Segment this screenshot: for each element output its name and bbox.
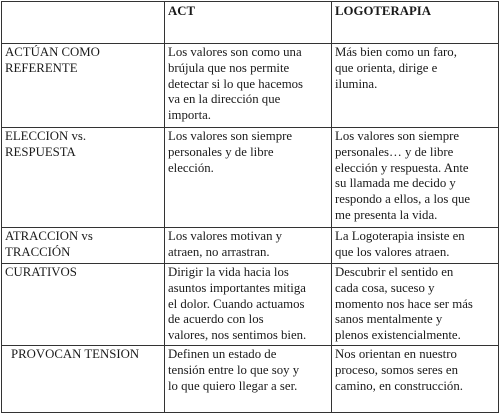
logoterapia-cell: [332, 264, 499, 346]
header-act: ACT: [165, 2, 332, 44]
logo-text-line: sanos mentalmente y: [335, 312, 443, 327]
table-row: [2, 346, 499, 413]
logo-text-line: Nos orientan en nuestro: [335, 347, 457, 361]
comparison-table: [1, 1, 499, 413]
logo-text-line: su llamada me decido y: [335, 176, 456, 191]
row-label-cell: [2, 128, 165, 228]
header-empty-cell: [2, 2, 165, 44]
row-label-line: RESPUESTA: [5, 144, 76, 159]
logo-text-line: camino, en construcción.: [335, 378, 463, 393]
row-label-line: ACTÚAN COMO: [5, 45, 100, 59]
act-text-line: detectar si lo que hacemos: [168, 76, 304, 91]
act-text-line: Los valores motivan y: [168, 229, 283, 243]
logoterapia-cell: [332, 228, 499, 264]
logo-text-line: personales… y de libre: [335, 144, 454, 159]
logo-text-line: plenos existencialmente.: [335, 328, 461, 343]
logo-text-line: ilumina.: [335, 76, 378, 91]
act-cell: [165, 346, 332, 413]
logo-text-line: La Logoterapia insiste en: [335, 229, 465, 243]
header-logoterapia: LOGOTERAPIA: [332, 2, 499, 44]
act-cell: [165, 264, 332, 346]
logo-text-line: Más bien como un faro,: [335, 45, 457, 59]
logo-text-line: me presenta la vida.: [335, 207, 438, 222]
row-label-line: CURATIVOS: [5, 265, 77, 279]
logo-text-line: cada cosa, suceso y: [335, 280, 435, 295]
table-row: [2, 228, 499, 264]
header-row: [2, 2, 499, 44]
row-label-line: REFERENTE: [5, 60, 78, 75]
row-label-cell: [2, 228, 165, 264]
table-row: [2, 264, 499, 346]
act-cell: [165, 128, 332, 228]
logo-text-line: respondo a ellos, a los que: [335, 192, 471, 207]
act-text-line: Definen un estado de: [168, 347, 277, 361]
logoterapia-cell: [332, 128, 499, 228]
logo-text-line: que los valores atraen.: [335, 244, 450, 259]
table-row: [2, 128, 499, 228]
act-text-line: personales y de libre: [168, 144, 274, 159]
act-text-line: asuntos importantes mitiga: [168, 280, 306, 295]
logo-text-line: momento nos hace ser más: [335, 296, 473, 311]
row-label-line: PROVOCAN TENSION: [11, 347, 140, 361]
logo-text-line: elección y respuesta. Ante: [335, 160, 469, 175]
row-label-line: TRACCIÓN: [5, 244, 71, 259]
act-text-line: Los valores son siempre: [168, 129, 293, 143]
row-label-cell: [2, 264, 165, 346]
row-label-cell: [2, 44, 165, 128]
act-text-line: elección.: [168, 160, 214, 175]
logo-text-line: que orienta, dirige e: [335, 60, 438, 75]
row-label-line: ATRACCION vs: [5, 229, 93, 243]
logo-text-line: Los valores son siempre: [335, 129, 460, 143]
act-cell: [165, 44, 332, 128]
act-text-line: Dirigir la vida hacia los: [168, 265, 289, 279]
act-cell: [165, 228, 332, 264]
table-row: [2, 44, 499, 128]
logo-text-line: proceso, somos seres en: [335, 362, 458, 377]
row-label-cell: [2, 346, 165, 413]
act-text-line: atraen, no arrastran.: [168, 244, 270, 259]
logoterapia-cell: [332, 44, 499, 128]
act-text-line: de acuerdo con los: [168, 312, 264, 327]
act-text-line: el dolor. Cuando actuamos: [168, 296, 305, 311]
act-text-line: Los valores son como una: [168, 45, 302, 59]
act-text-line: va en la dirección que: [168, 92, 281, 107]
logo-text-line: Descubrir el sentido en: [335, 265, 454, 279]
act-text-line: brújula que nos permite: [168, 60, 290, 75]
act-text-line: tensión entre lo que soy y: [168, 362, 300, 377]
row-label-line: ELECCION vs.: [5, 129, 87, 143]
act-text-line: importa.: [168, 108, 212, 123]
logoterapia-cell: [332, 346, 499, 413]
act-text-line: lo que quiero llegar a ser.: [168, 378, 298, 393]
act-text-line: valores, nos sentimos bien.: [168, 328, 307, 343]
